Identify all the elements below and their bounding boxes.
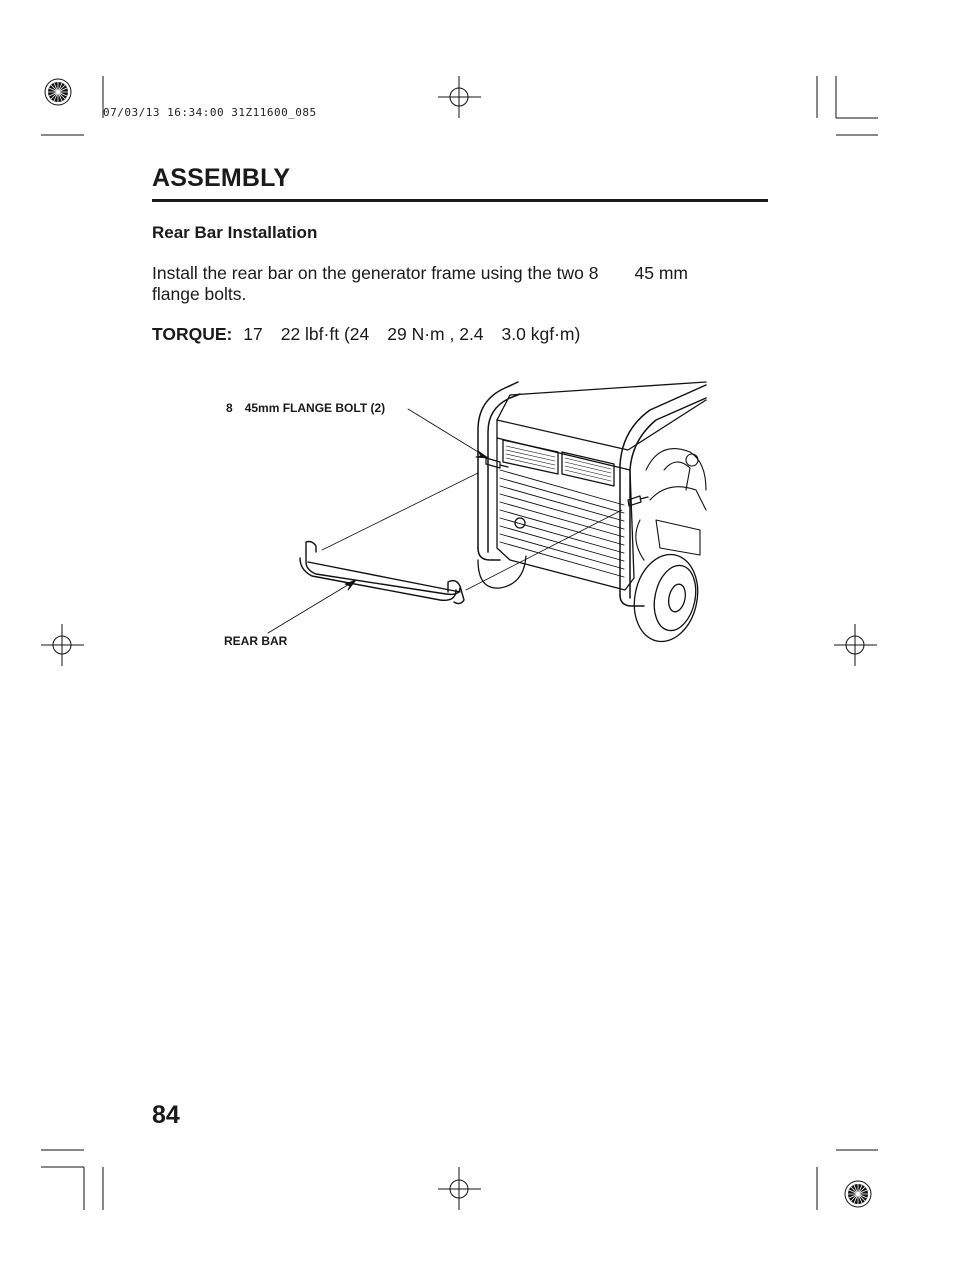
callout-flange-bolt — [226, 401, 385, 415]
instruction-part2: 45 mm — [634, 263, 688, 283]
torque-value-3: 29 N·m , 2.4 — [387, 324, 484, 344]
instruction-part1: Install the rear bar on the generator frame using the two 8 — [152, 263, 599, 283]
print-stamp: 07/03/13 16:34:00 31Z11600_085 — [103, 106, 317, 119]
section-title: ASSEMBLY — [152, 164, 291, 192]
right-wheel — [627, 549, 706, 648]
frame-tube — [478, 382, 706, 606]
subheading: Rear Bar Installation — [152, 223, 318, 242]
rear-bar — [300, 542, 464, 604]
leader-line-rear-bar — [268, 580, 356, 633]
torque-label: TORQUE: — [152, 324, 233, 344]
engine-detail — [636, 449, 706, 560]
generator-housing — [497, 382, 706, 590]
callout-bolt-rest: 45mm FLANGE BOLT (2) — [244, 401, 386, 415]
callout-bolt-size: 8 — [226, 401, 233, 415]
page-number: 84 — [152, 1101, 180, 1129]
torque-value-1: 17 — [243, 324, 263, 344]
left-wheel — [478, 556, 526, 588]
torque-value-4: 3.0 kgf·m) — [501, 324, 581, 344]
torque-value-2: 22 lbf·ft (24 — [280, 324, 370, 344]
callout-rear-bar: REAR BAR — [224, 634, 288, 648]
leader-line-bolt — [408, 409, 488, 458]
instruction-line2: flange bolts. — [152, 284, 247, 304]
